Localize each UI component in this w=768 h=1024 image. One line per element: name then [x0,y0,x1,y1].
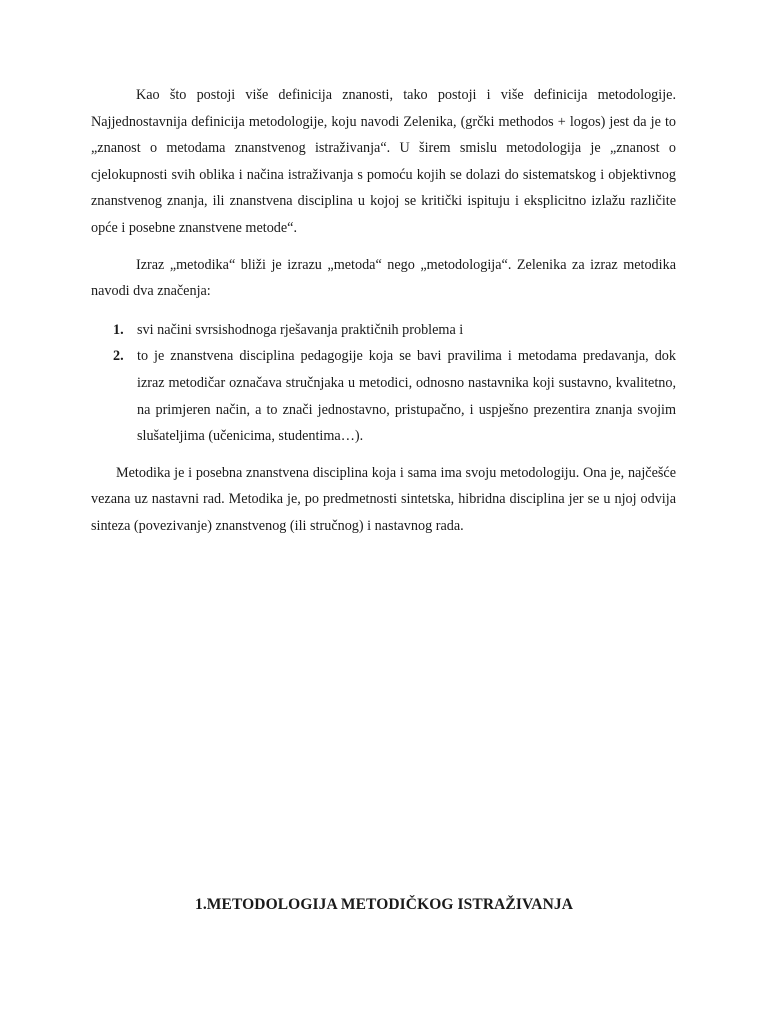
list-item [91,317,676,344]
body-text [91,82,676,540]
list-item-text: svi načini svrsishodnoga rješavanja praktičnih problema i [137,321,464,338]
paragraph-metodika-term: Izraz „metodika“ bliži je izrazu „metoda“ nego „metodologija“. Zelenika za izraz metodika navodi dva značenja: [91,256,676,300]
paragraph-methodology-definition: Kao što postoji više definicija znanosti, tako postoji i više definicija metodologije. Najjednostavnija definicija metodologije, koju navodi Zelenika, (grčki methodos + logos) jest da je to „znanost o metodama znanstvenog istraživanja“. U širem smislu metodologija je „znanost o cjelokupnosti svih oblika i načina istraživanja s pomoću kojih se dolazi do sistematskog i objektivnog znanstvenog znanja, ili znanstvena disciplina u kojoj se kritički ispituju i eksplicitno izlažu različite opće i posebne znanstvene metode“. [91,87,676,236]
list-item-number: 1. [113,321,124,338]
meanings-list [91,317,676,450]
list-item-number: 2. [113,348,124,365]
list-item-text: to je znanstvena disciplina pedagogije koja se bavi pravilima i metodama predavanja, dok izraz metodičar označava stručnjaka u metodici, odnosno nastavnika koji sustavno, kvalitetno, na primjeren način, a to znači jednostavno, pristupačno, i uspješno prezentira znanja svojim slušateljima (učenicima, studentima…). [137,348,676,445]
section-heading: 1.METODOLOGIJA METODIČKOG ISTRAŽIVANJA [194,896,574,913]
paragraph-metodika-discipline: Metodika je i posebna znanstvena disciplina koja i sama ima svoju metodologiju. Ona je, najčešće vezana uz nastavni rad. Metodika je, po predmetnosti sintetska, hibridna disciplina jer se u njoj odvija sinteza (povezivanje) znanstvenog (ili stručnog) i nastavnog rada. [91,464,676,534]
list-item [91,343,676,449]
